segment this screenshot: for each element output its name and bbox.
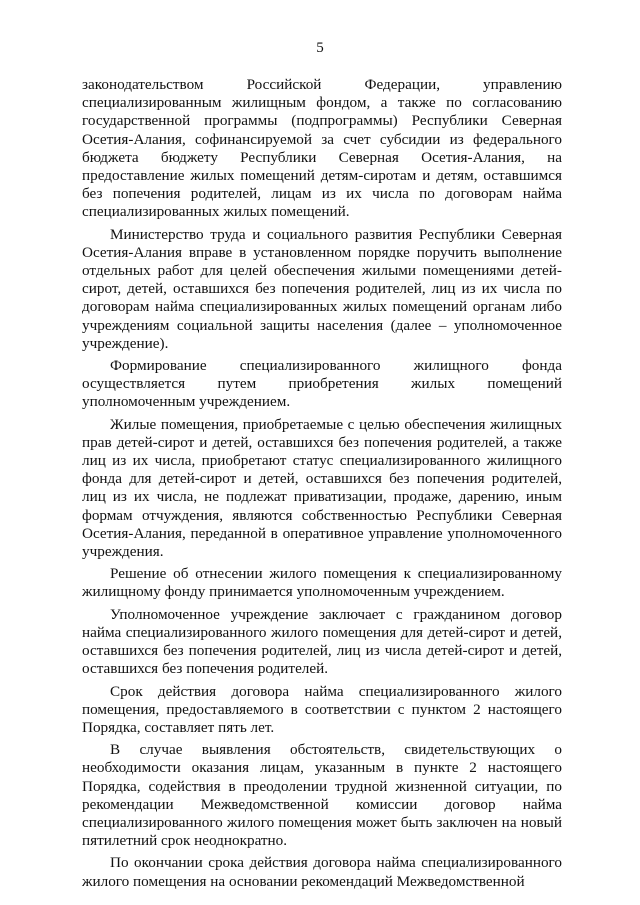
paragraph-9: По окончании срока действия договора найма специализированного жилого помещения на основании рекомендаций Межведомственной	[82, 854, 562, 890]
paragraph-7: Срок действия договора найма специализированного жилого помещения, предоставляемого в соответствии с пунктом 2 настоящего Порядка, составляет пять лет.	[82, 682, 562, 736]
paragraph-2: Министерство труда и социального развития Республики Северная Осетия-Алания вправе в установленном порядке поручить выполнение отдельных работ для целей обеспечения жилыми помещениями детей-сирот, детей, оставшихся без попечения родителей, лиц из их числа по договорам найма специализированных жилых помещений органам либо учреждениям социальной защиты населения (далее – уполномоченное учреждение).	[82, 225, 562, 352]
paragraph-3: Формирование специализированного жилищного фонда осуществляется путем приобретения жилых помещений уполномоченным учреждением.	[82, 357, 562, 411]
paragraph-1: законодательством Российской Федерации, управлению специализированным жилищным фондом, а также по согласованию государственной программы (подпрограммы) Республики Северная Осетия-Алания, софинансируемой за счет субсидии из федерального бюджета бюджету Республики Северная Осетия-Алания, на предоставление жилых помещений детям-сиротам и детям, оставшимся без попечения родителей, лицам из их числа по договорам найма специализированных жилых помещений.	[82, 76, 562, 221]
paragraph-6: Уполномоченное учреждение заключает с гражданином договор найма специализированного жилого помещения для детей-сирот и детей, оставшихся без попечения родителей, лиц из числа детей-сирот и детей, оставшихся без попечения родителей.	[82, 605, 562, 678]
page-number: 5	[316, 40, 324, 56]
document-body	[82, 76, 562, 895]
paragraph-5: Решение об отнесении жилого помещения к специализированному жилищному фонду принимается уполномоченным учреждением.	[82, 565, 562, 601]
paragraph-8: В случае выявления обстоятельств, свидетельствующих о необходимости оказания лицам, указанным в пункте 2 настоящего Порядка, содействия в преодолении трудной жизненной ситуации, по рекомендации Межведомственной комиссии договор найма специализированного жилого помещения может быть заключен на новый пятилетний срок неоднократно.	[82, 741, 562, 850]
paragraph-4: Жилые помещения, приобретаемые с целью обеспечения жилищных прав детей-сирот и детей, оставшихся без попечения родителей, а также лиц из их числа, приобретают статус специализированного жилищного фонда для детей-сирот и детей, оставшихся без попечения родителей, лиц из их числа, не подлежат приватизации, продаже, дарению, иным формам отчуждения, являются собственностью Республики Северная Осетия-Алания, переданной в оперативное управление уполномоченного учреждения.	[82, 415, 562, 561]
